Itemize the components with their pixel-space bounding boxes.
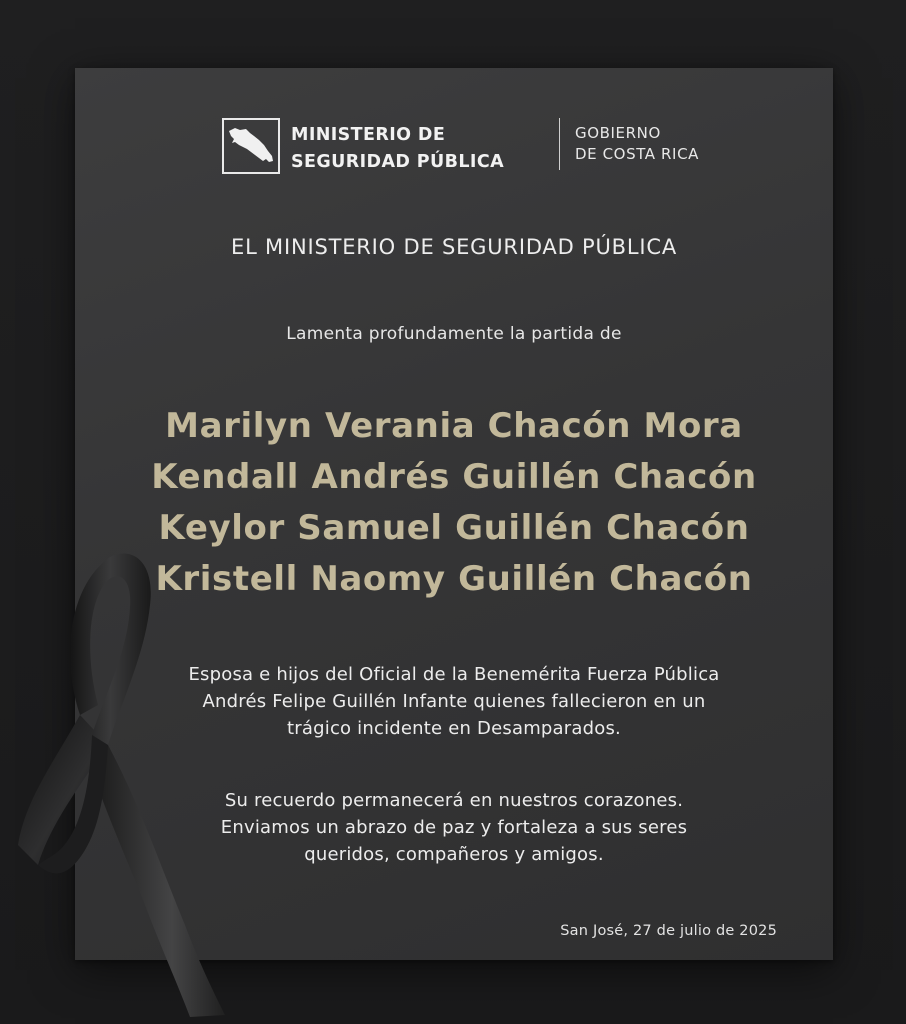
government-name [575, 123, 699, 165]
deceased-name: Marilyn Verania Chacón Mora [165, 406, 743, 446]
lament-text: Lamenta profundamente la partida de [286, 324, 622, 344]
ministry-logo [75, 118, 833, 178]
logo-divider [559, 118, 560, 170]
date-line: San José, 27 de julio de 2025 [560, 923, 777, 939]
deceased-name: Keylor Samuel Guillén Chacón [158, 508, 750, 548]
government-name-line2: DE COSTA RICA [575, 145, 700, 163]
deceased-name: Kendall Andrés Guillén Chacón [151, 457, 757, 497]
paragraph-line: queridos, compañeros y amigos. [304, 844, 604, 865]
mourning-ribbon-icon [10, 545, 240, 1024]
paragraph-line: Andrés Felipe Guillén Infante quienes fallecieron en un [202, 691, 706, 712]
heading: EL MINISTERIO DE SEGURIDAD PÚBLICA [231, 235, 677, 259]
paragraph-line: Esposa e hijos del Oficial de la Benemérita Fuerza Pública [188, 664, 720, 685]
deceased-name: Kristell Naomy Guillén Chacón [155, 559, 753, 599]
government-name-line1: GOBIERNO [575, 124, 661, 142]
costa-rica-map-icon [222, 118, 280, 174]
paragraph-line: Enviamos un abrazo de paz y fortaleza a sus seres [220, 817, 688, 838]
paragraph-line: Su recuerdo permanecerá en nuestros corazones. [224, 790, 684, 811]
ministry-name-line2: SEGURIDAD PÚBLICA [291, 152, 505, 172]
paragraph-line: trágico incidente en Desamparados. [287, 718, 621, 739]
ministry-name [291, 122, 561, 176]
ministry-name-line1: MINISTERIO DE [291, 125, 446, 145]
